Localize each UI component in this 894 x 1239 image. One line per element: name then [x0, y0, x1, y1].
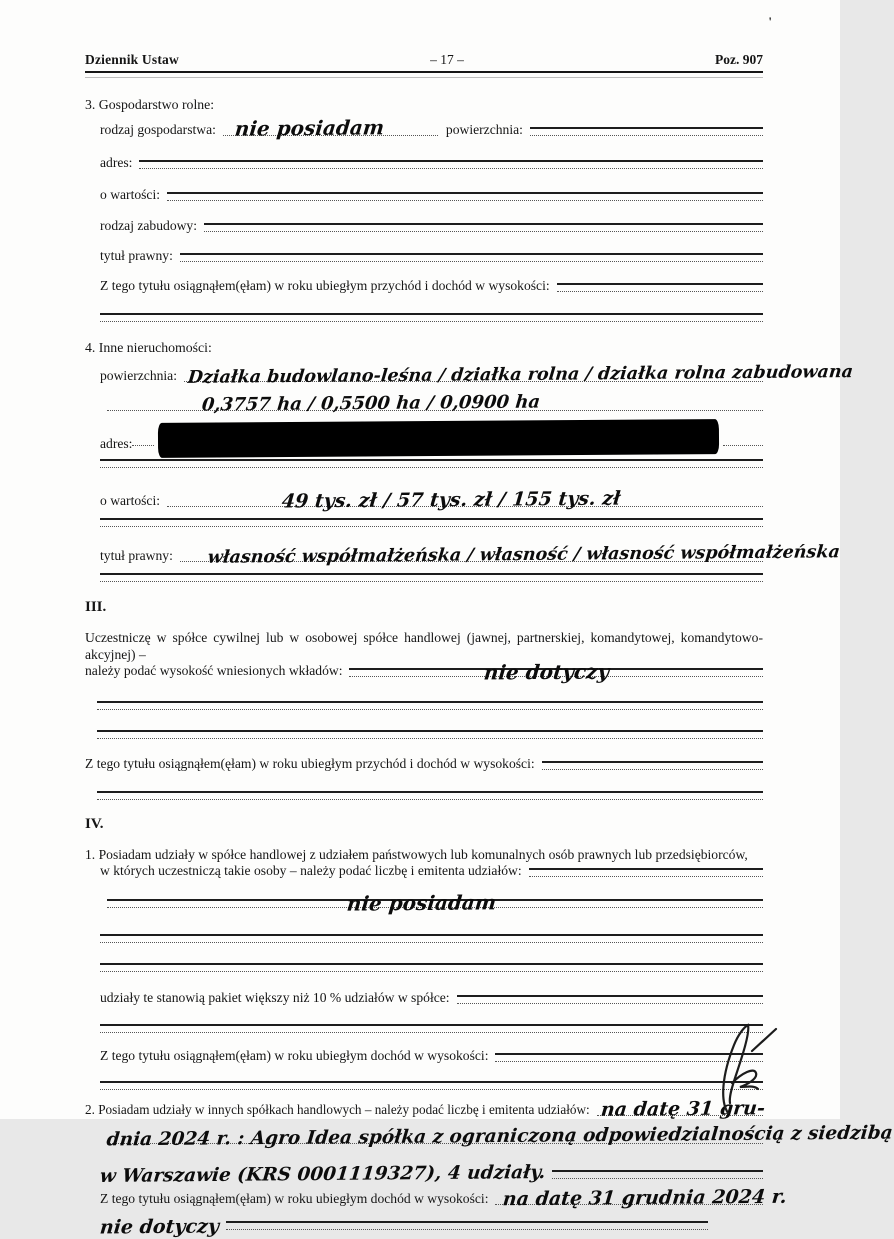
divider-line: [100, 573, 763, 582]
zabudowa-label: rodzaj zabudowy:: [100, 218, 198, 233]
handwritten-powierzchnia-1: Działka budowlano-leśna / działka rolna / działka rolna zabudowana: [186, 362, 854, 388]
answer-line: [107, 890, 763, 916]
answer-line: [167, 192, 763, 201]
divider-line: [100, 1081, 763, 1090]
field-wartosc-s3: [85, 187, 763, 203]
corner-mark: ': [768, 14, 772, 29]
field-tytul-s3: [85, 248, 763, 264]
income-label-s3: Z tego tytułu osiągnąłem(ęłam) w roku ubiegłym przychód i dochód w wysokości:: [100, 278, 550, 293]
divider-line: [97, 701, 763, 710]
answer-line: [457, 995, 763, 1004]
divider-line: [100, 518, 763, 527]
header-rule-echo: [85, 77, 763, 78]
field-wartosc-s4: [85, 487, 763, 513]
handwritten-powierzchnia-2: 0,3757 ha / 0,5500 ha / 0,0900 ha: [200, 391, 542, 416]
answer-line: [530, 127, 763, 136]
divider-line: [100, 459, 763, 468]
answer-line: [105, 1122, 894, 1151]
handwritten-income2-1: na datę 31 grudnia 2024 r.: [502, 1185, 789, 1211]
handwritten-wartosc: 49 tys. zł / 57 tys. zł / 155 tys. zł: [280, 487, 622, 513]
handwritten-wklady: nie dotyczy: [483, 659, 611, 685]
header-rule: [85, 71, 763, 73]
adres-label-s4: adres:: [100, 435, 133, 451]
page-number: – 17 –: [430, 52, 464, 67]
section-iv-heading: IV.: [85, 816, 104, 832]
dotted-segment: [723, 445, 763, 446]
field-income1-iv: [85, 1048, 763, 1064]
answer-line: [180, 542, 841, 568]
answer-line: [542, 761, 763, 770]
field-item2-cont1: [85, 1122, 894, 1151]
item1-line2: w których uczestniczą takie osoby – należy podać liczbę i emitenta udziałów:: [100, 863, 522, 878]
adres-label: adres:: [100, 155, 133, 170]
wartosc-label-s4: o wartości:: [100, 493, 161, 508]
answer-line: [226, 1221, 708, 1230]
tytul-label-s4: tytuł prawny:: [100, 548, 173, 563]
divider-line: [100, 934, 763, 943]
handwritten-item2-1: na datę 31 gru-: [599, 1097, 766, 1121]
field-item2-cont2: [85, 1162, 763, 1187]
section-iii-paragraph: Uczestniczę w spółce cywilnej lub w osobowej spółce handlowej (jawnej, partnerskiej, komandytowej, komandytowo-akcyjnej) –: [85, 630, 763, 662]
item1-line1: 1. Posiadam udziały w spółce handlowej z udziałem państwowych lub komunalnych osób prawnych lub przedsiębiorców,: [85, 847, 748, 862]
pakiet-label: udziały te stanowią pakiet większy niż 10 % udziałów w spółce:: [100, 990, 450, 1005]
section4-heading: 4. Inne nieruchomości:: [85, 340, 212, 355]
divider-line: [100, 1024, 763, 1033]
page-header: [85, 52, 763, 68]
field-item2: [85, 1097, 766, 1121]
field-adres-s3: [85, 155, 763, 171]
income2-label-iv: Z tego tytułu osiągnąłem(ęłam) w roku ubiegłym dochód w wysokości:: [100, 1191, 489, 1206]
dotted-segment: [132, 445, 154, 446]
field-item1-answer: [85, 890, 763, 916]
answer-line: [167, 487, 763, 513]
answer-line: [184, 362, 854, 388]
field-pakiet: [85, 990, 763, 1006]
field-item1: [85, 863, 763, 879]
divider-line: [100, 313, 763, 322]
divider-line: [97, 791, 763, 800]
income-label-iii: Z tego tytułu osiągnąłem(ęłam) w roku ubiegłym przychód i dochód w wysokości:: [85, 756, 535, 771]
divider-line: [100, 963, 763, 972]
field-income-s3: [85, 278, 763, 294]
answer-line: [223, 115, 438, 141]
wklady-label: należy podać wysokość wniesionych wkładów:: [85, 663, 343, 678]
field-rodzaj-gospodarstwa: [85, 115, 763, 141]
field-income2-iv: [85, 1185, 789, 1211]
field-powierzchnia-s4-cont: [85, 391, 763, 416]
field-wklady: [85, 659, 763, 685]
handwritten-rodzaj-gospodarstwa: nie posiadam: [233, 115, 386, 141]
answer-line: [349, 659, 763, 685]
handwritten-item1: nie posiadam: [345, 890, 498, 916]
powierzchnia-label: powierzchnia:: [445, 122, 523, 137]
field-tytul-s4: [85, 542, 841, 568]
rodzaj-gospodarstwa-label: rodzaj gospodarstwa:: [100, 122, 216, 137]
answer-line: [204, 223, 763, 232]
answer-line: [557, 283, 763, 292]
field-zabudowa: [85, 218, 763, 234]
handwritten-item2-3: w Warszawie (KRS 0001119327), 4 udziały.: [98, 1162, 547, 1187]
answer-line: [139, 160, 763, 169]
field-income-iii: [85, 756, 763, 772]
position-number: Poz. 907: [715, 52, 763, 67]
answer-line: [529, 868, 763, 877]
handwritten-income2-2: nie dotyczy: [98, 1215, 221, 1239]
answer-line: [107, 391, 763, 416]
signature-paraph: [694, 1023, 794, 1115]
answer-line: [495, 1185, 789, 1211]
section-iii-heading: III.: [85, 599, 107, 615]
field-powierzchnia-s4: [85, 362, 854, 388]
handwritten-tytul: własność współmałżeńska / własność / własność współmałżeńska: [206, 542, 841, 568]
handwritten-item2-2: dnia 2024 r. : Agro Idea spółka z ograniczoną odpowiedzialnością z siedzibą: [105, 1122, 894, 1151]
income1-label-iv: Z tego tytułu osiągnąłem(ęłam) w roku ubiegłym dochód w wysokości:: [100, 1048, 489, 1063]
field-adres-s4: [85, 421, 763, 456]
item2-label: 2. Posiadam udziały w innych spółkach handlowych – należy podać liczbę i emitenta udziałów:: [85, 1102, 590, 1117]
wartosc-label: o wartości:: [100, 187, 161, 202]
divider-line: [97, 730, 763, 739]
field-income2-cont: [85, 1215, 763, 1239]
tytul-label: tytuł prawny:: [100, 248, 173, 263]
journal-title: Dziennik Ustaw: [85, 52, 179, 67]
answer-line: [552, 1170, 763, 1179]
answer-line: [180, 253, 763, 262]
powierzchnia-label-s4: powierzchnia:: [100, 368, 177, 383]
section3-heading: 3. Gospodarstwo rolne:: [85, 97, 215, 112]
redaction-bar: [158, 419, 719, 458]
